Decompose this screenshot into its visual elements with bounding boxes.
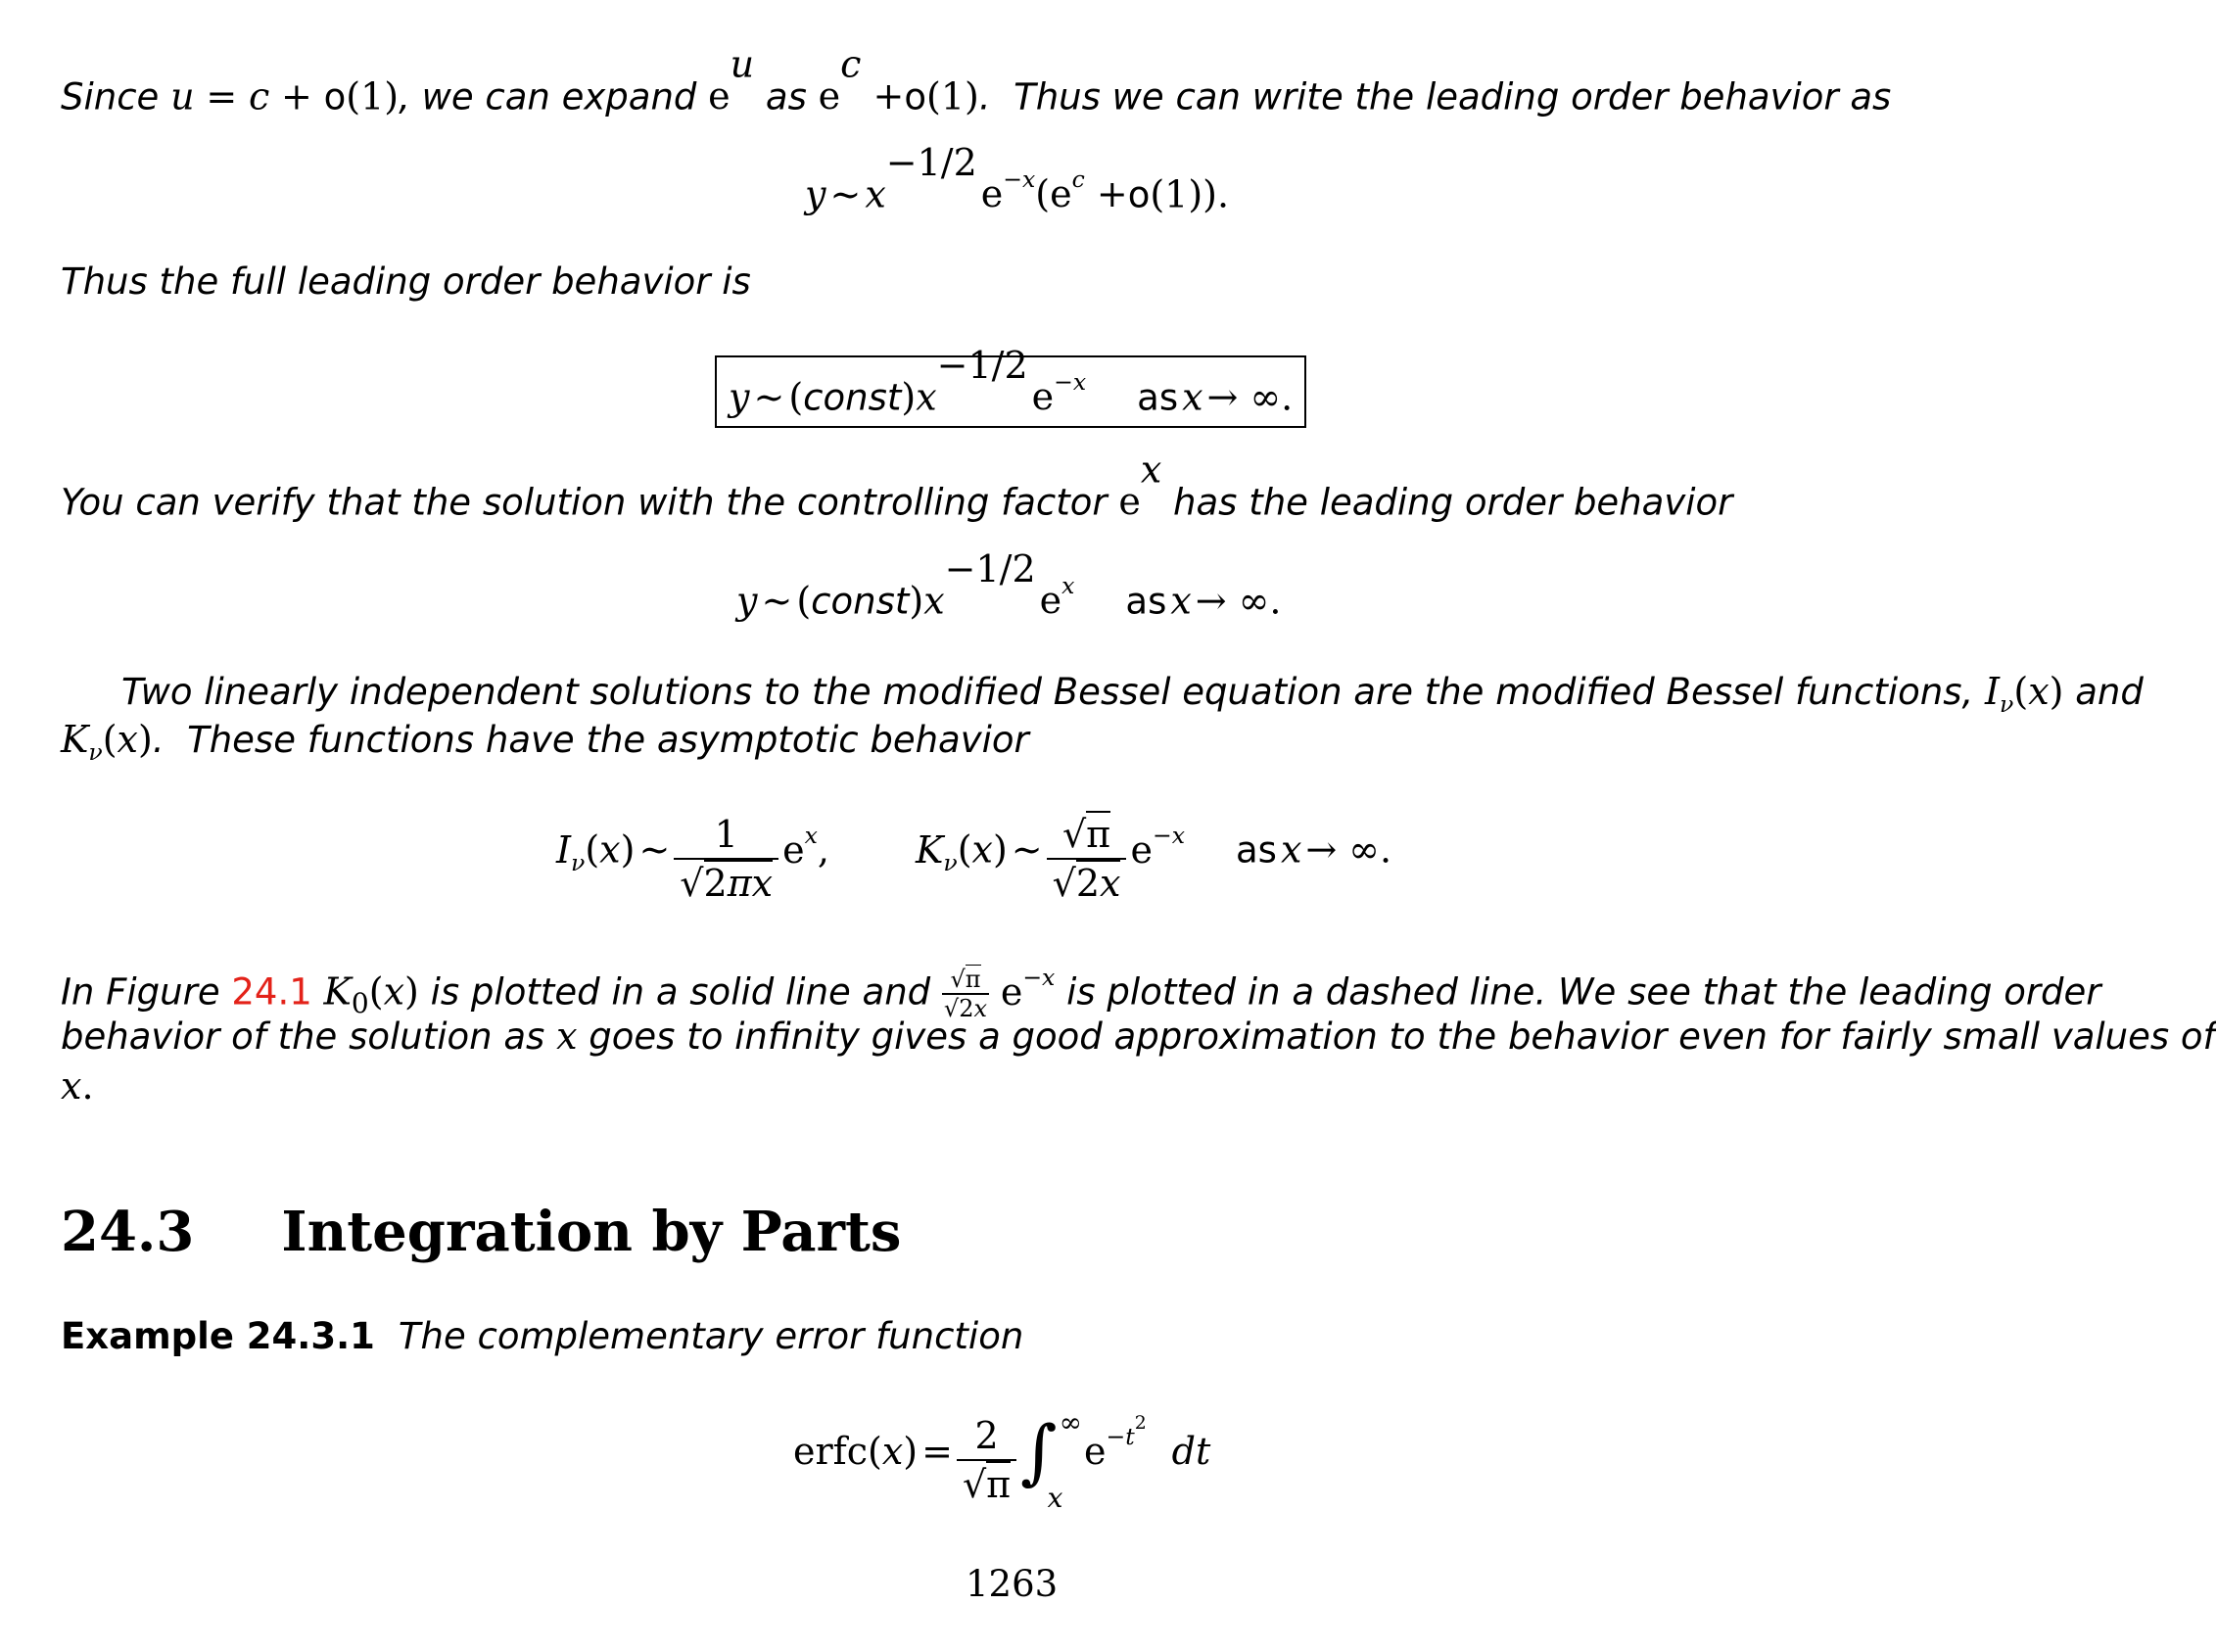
example-heading	[61, 1315, 1023, 1357]
section-title: Integration by Parts	[281, 1200, 902, 1264]
boxed-equation: y ∼ $(const)x^{-1/2}$ $e^{-x}$ as x → ∞.	[715, 355, 1306, 428]
paragraph-full-behavior: Thus the full leading order behavior is	[61, 260, 751, 303]
page-number: 1263	[966, 1563, 1059, 1605]
fraction-two-over-sqrt-pi: $\frac{2}{√\pi}$	[957, 1414, 1016, 1506]
paragraph-bessel-functions: Two linearly independent solutions to the modified Bessel equation are the modified Bessel functions, $I_\nu(x)$ and	[121, 670, 2144, 719]
equation-growing-solution: y ∼ $(const)x^{-1/2}$ $e^x$ as x → ∞.	[736, 547, 1282, 623]
equation-erfc: erfc(x) = $\frac{2}{√\pi}$ ∫ ∞ x $e^{-t^2}$ dt	[793, 1406, 1211, 1515]
integral-sign: ∫	[1020, 1410, 1058, 1492]
example-title: The complementary error function	[398, 1315, 1024, 1357]
paragraph-figure-reference-line3: x.	[61, 1064, 94, 1108]
section-heading	[61, 1200, 901, 1264]
inline-fraction: $\frac{√\pi}{√2x}$	[943, 966, 988, 1022]
equation-leading-order: y ∼ $x^{-1/2}$ $e^{-x}(e^c +o(1))$.	[805, 141, 1230, 216]
paragraph-bessel-functions-line2: $K_\nu(x)$. These functions have the asymptotic behavior	[61, 718, 1029, 767]
equation-bessel-asymptotics: $I_\nu(x)$ ∼ $\frac{1}{√2\pi x}$ $e^x$, $K_\nu(x)$ ∼ $\frac{√\pi}{√2x}$ $e^{-x}$ as x → ∞.	[556, 813, 1392, 905]
paragraph-expansion: Since u = c + o(1), we can expand $e^u$ as $e^c +o(1)$. Thus we can write the leading order behavior as	[61, 43, 1892, 118]
section-number: 24.3	[61, 1200, 195, 1264]
paragraph-figure-reference-line2: behavior of the solution as x goes to infinity gives a good approximation to the behavior even for fairly small values of	[61, 1015, 2216, 1058]
example-label: Example 24.3.1	[61, 1315, 375, 1357]
fraction-sqrt-pi: $\frac{√\pi}{√2x}$	[1047, 813, 1127, 905]
paragraph-figure-reference: In Figure 24.1 $K_0(x)$ is plotted in a solid line and $\frac{√\pi}{√2x}$ $e^{-x}$ is plotted in a dashed line. We see that the leading order	[61, 963, 2101, 1022]
fraction-one-over-sqrt: $\frac{1}{√2\pi x}$	[674, 813, 778, 905]
paragraph-controlling-factor: You can verify that the solution with the controlling factor $e^x$ has the leading order behavior	[61, 448, 1733, 524]
figure-link[interactable]: 24.1	[231, 970, 312, 1014]
